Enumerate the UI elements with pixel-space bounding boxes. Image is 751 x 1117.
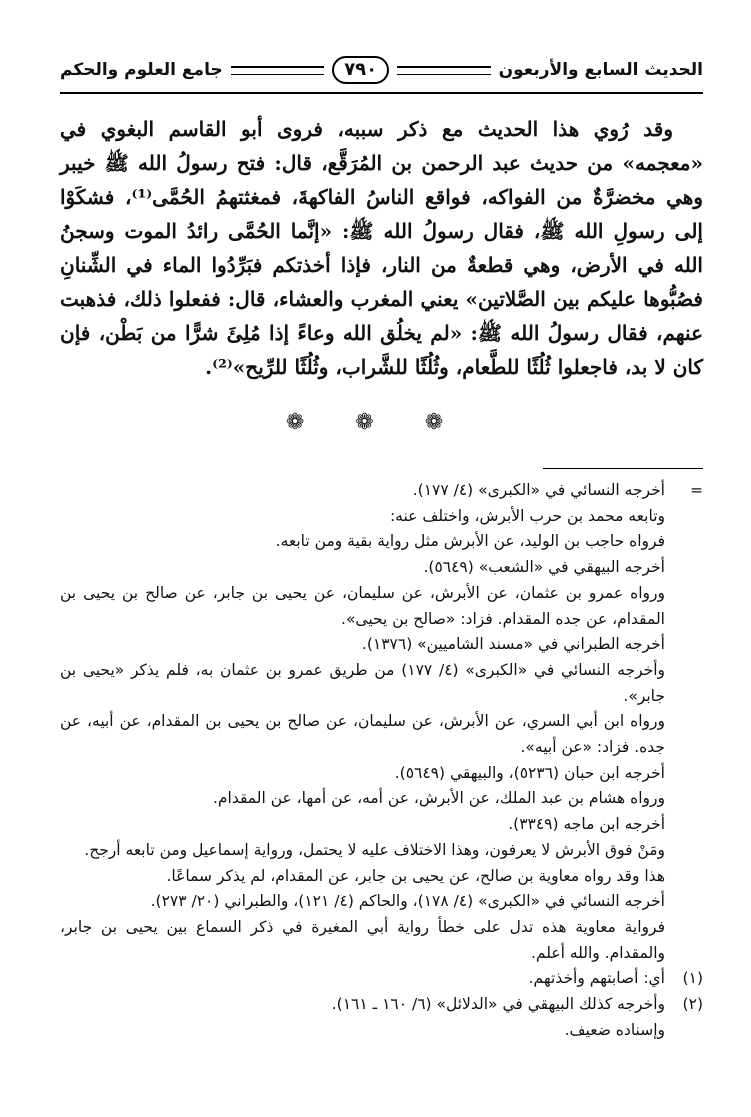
- footnote-line: وأخرجه كذلك البيهقي في «الدلائل» (٦/ ١٦٠ ـ ١٦١).: [331, 995, 665, 1014]
- footnote-line: أي: أصابتهم وأخذتهم.: [528, 969, 665, 988]
- footnote-separator: [543, 468, 703, 469]
- footnote-line: أخرجه البيهقي في «الشعب» (٥٦٤٩).: [423, 558, 665, 577]
- footnote-line: وأخرجه النسائي في «الكبرى» (٤/ ١٧٧) من طريق عمرو بن عثمان به، فلم يذكر «يحيى بن جابر».: [60, 660, 666, 705]
- footnote-line: فرواه حاجب بن الوليد، عن الأبرش مثل رواية بقية ومن تابعه.: [275, 532, 665, 551]
- header-rule-left: [231, 66, 324, 75]
- header-underline: [60, 92, 703, 94]
- section-title: الحديث السابع والأربعون: [498, 60, 703, 80]
- main-paragraph: وقد رُوي هذا الحديث مع ذكر سببه، فروى أبو القاسم البغوي في «معجمه» من حديث عبد الرحمن بن المُرَقَّع، قال: فتح رسولُ الله ﷺ خيبر وهي مخضرَّةٌ من الفواكه، فواقع الناسُ الفاكهةَ، فمغثتهمُ الحُمَّى⁽¹⁾، فشكَوْا إلى رسولِ الله ﷺ، فقال رسولُ الله ﷺ: «إنَّما الحُمَّى رائدُ الموت وسجنُ الله في الأرض، وهي قطعةٌ من النار، فإذا أخذتكم فبَرِّدُوا الماء في الشِّنانِ فصُبُّوها عليكم بين الصَّلاتين» يعني المغرب والعشاء، قال: ففعلوا ذلك، فذهبت عنهم، فقال رسولُ الله ﷺ: «لم يخلُق الله وعاءً إذا مُلِئَ شرًّا من بَطْن، فإن كان لا بد، فاجعلوا ثُلُثًا للطَّعام، وثُلُثًا للشَّراب، وثُلُثًا للرِّيح»⁽²⁾.: [60, 117, 703, 379]
- footnote-line: ومَنْ فوق الأبرش لا يعرفون، وهذا الاختلاف عليه لا يحتمل، ورواية إسماعيل ومن تابعه أرجح.: [84, 840, 665, 859]
- footnote-line: ورواه ابن أبي السري، عن الأبرش، عن سليمان، عن صالح بن يحيى بن المقدام، عن أبيه، عن جده. فزاد: «عن أبيه».: [60, 712, 665, 757]
- footnote-line: وإسناده ضعيف.: [564, 1020, 665, 1039]
- footnote-line: أخرجه النسائي في «الكبرى» (٤/ ١٧٧).: [412, 481, 665, 499]
- footnote-line: فرواية معاوية هذه تدل على خطأ رواية أبي المغيرة في ذكر السماع بين يحيى بن جابر، والمقدام. والله أعلم.: [60, 917, 665, 962]
- running-header: [60, 50, 703, 90]
- section-ornaments: ❁ ❁ ❁: [285, 410, 466, 435]
- footnote-line: ورواه عمرو بن عثمان، عن الأبرش، عن سليمان، عن يحيى بن جابر، عن صالح بن يحيى بن المقدام، عن جده المقدام. فزاد: «صالح بن يحيى».: [60, 583, 665, 628]
- footnote-line: وتابعه محمد بن حرب الأبرش، واختلف عنه:: [389, 506, 665, 525]
- book-title: جامع العلوم والحكم: [59, 60, 223, 80]
- footnote-line: أخرجه النسائي في «الكبرى» (٤/ ١٧٨)، والحاكم (٤/ ١٢١)، والطبراني (٢٠/ ٢٧٣).: [150, 892, 665, 911]
- header-rule-right: [397, 66, 490, 75]
- footnote-line: هذا وقد رواه معاوية بن صالح، عن يحيى بن جابر، عن المقدام، لم يذكر سماعًا.: [166, 866, 665, 885]
- footnote-mark: (٢): [682, 995, 703, 1014]
- footnote-2: [60, 992, 703, 1043]
- page-number: ٧٩٠: [332, 56, 389, 84]
- footnote-line: ورواه هشام بن عبد الملك، عن الأبرش، عن أمه، عن أمها، عن المقدام.: [212, 789, 665, 808]
- footnote-mark: =: [690, 481, 703, 499]
- footnotes: [60, 478, 703, 1043]
- footnote-line: أخرجه ابن ماجه (٣٣٤٩).: [508, 815, 665, 834]
- footnote-1: [60, 966, 703, 992]
- footnote-line: أخرجه الطبراني في «مسند الشاميين» (١٣٧٦).: [361, 635, 665, 654]
- footnote-mark: (١): [682, 969, 703, 988]
- footnote-continuation: [60, 478, 703, 966]
- main-text: [60, 112, 703, 384]
- footnote-line: أخرجه ابن حبان (٥٢٣٦)، والبيهقي (٥٦٤٩).: [394, 763, 665, 782]
